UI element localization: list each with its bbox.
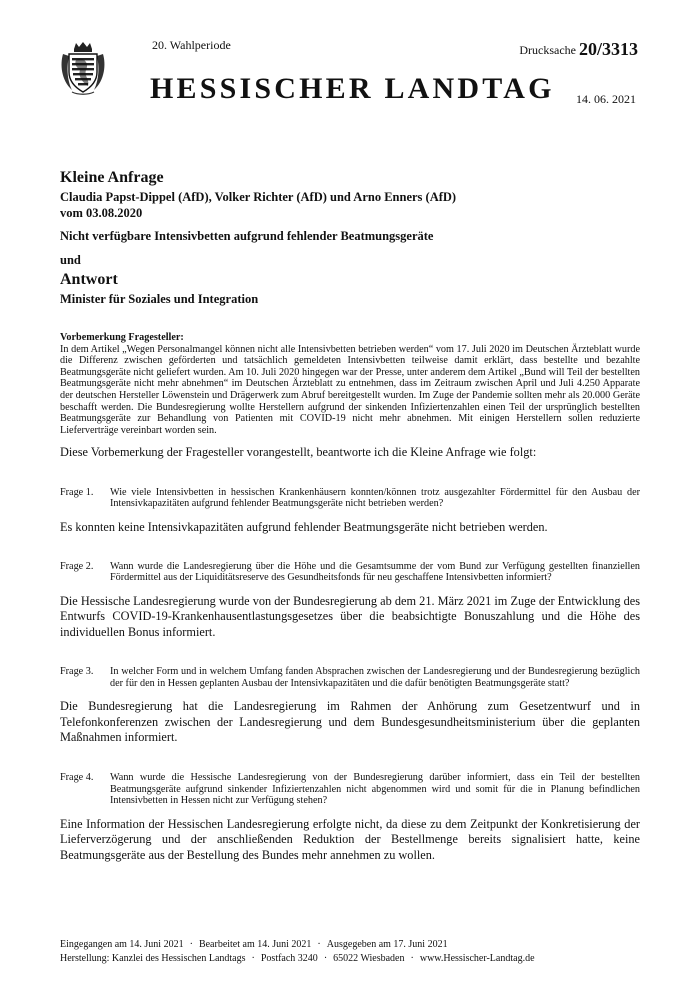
footer-dates <box>60 938 535 952</box>
vorbemerkung-text: In dem Artikel „Wegen Personalmangel können nicht alle Intensivbetten betrieben werden“ vom 17. Juli 2020 im Deutschen Ärzteblatt wurde die Differenz zwischen geförderten und tatsächlich gemeldeten Intensivbetten teilweise damit erklärt, dass bestellte und bezahlte Beatmungsgeräte nicht geliefert wurden. Am 10. Juli 2020 hingegen war der Presse, unter anderem dem Artikel „Bund will Teil der bestellten Beatmungsgeräte nicht mehr abnehmen“ im Deutschen Ärzteblatt zu entnehmen, dass im Zeitraum zwischen April und Juli 4.250 Apparate der deutschen Hersteller Löwenstein und Drägerwerk zum Abruf bereitgestellt wurden. Im Zuge der Pandemie sollten mehr als 20.000 Geräte beschafft werden. Die Bundesregierung wollte Herstellern aufgrund der sinkenden Infiziertenzahlen einen Teil der ursprünglich bestellten Beatmungsgeräte zur Behandlung von Patienten mit COVID-19 nicht mehr abnehmen. Mit einigen Herstellern sollen reduzierte Lieferverträge vereinbart worden sein. <box>60 343 640 436</box>
question-label: Frage 3. <box>60 666 94 678</box>
answer-1: Es konnten keine Intensivkapazitäten aufgrund fehlender Beatmungsgeräte nicht betrieben werden. <box>60 520 548 535</box>
drucksache <box>519 38 638 59</box>
anfrage-type: Kleine Anfrage <box>60 169 164 186</box>
subject: Nicht verfügbare Intensivbetten aufgrund fehlender Beatmungsgeräte <box>60 229 434 243</box>
footer <box>60 938 535 966</box>
footer-separator: · <box>323 953 328 964</box>
intro-text: Diese Vorbemerkung der Fragesteller vorangestellt, beantworte ich die Kleine Anfrage wie folgt: <box>60 445 537 460</box>
antwort-label: Antwort <box>60 271 118 288</box>
question-label: Frage 2. <box>60 560 94 572</box>
question-1 <box>60 487 640 510</box>
heading-block <box>60 168 650 308</box>
footer-separator: · <box>251 953 255 964</box>
question-4 <box>60 772 640 807</box>
footer-imprint <box>60 952 535 966</box>
footer-separator: · <box>410 953 414 964</box>
landtag-title: HESSISCHER LANDTAG <box>150 72 555 105</box>
question-text: Wann wurde die Landesregierung über die Höhe und die Gesamtsumme der vom Bund zur Verfügung gestellten finanziellen Fördermittel aus der Liquiditätsreserve des Gesundheitsfonds für neu geschaffene Intensivbetten informiert? <box>110 560 640 584</box>
wahlperiode: 20. Wahlperiode <box>152 38 231 52</box>
question-label: Frage 4. <box>60 771 94 783</box>
answer-4: Eine Information der Hessischen Landesregierung erfolgte nicht, da diese zu dem Zeitpunkt der Konkretisierung der Lieferverzögerung und der anschließenden Reduktion der Bestellmenge bereits signalisiert hatte, keine Beatmungsgeräte aus der Bestellung des Bundes mehr annehmen zu wollen. <box>60 816 640 862</box>
hessen-crest-logo <box>60 40 106 96</box>
question-text: Wie viele Intensivbetten in hessischen Krankenhäusern konnten/können trotz ausgezahlter Fördermittel für den Ausbau der Intensivkapazitäten aufgrund fehlender Beatmungsgeräte nicht betrieben werden? <box>110 486 640 510</box>
footer-postfach: Postfach 3240 <box>260 953 318 964</box>
question-text: In welcher Form und in welchem Umfang fanden Absprachen zwischen der Landesregierung und der Bundesregierung bezüglich der für den in Hessen geplanten Ausbau der Intensivkapazitäten und die dafür benötigten Beatmungsgeräte statt? <box>110 666 640 689</box>
question-3 <box>60 666 640 689</box>
footer-website-link[interactable]: www.Hessischer-Landtag.de <box>419 953 535 964</box>
footer-ausgegeben: Ausgegeben am 17. Juni 2021 <box>326 939 448 950</box>
minister: Minister für Soziales und Integration <box>60 292 259 306</box>
footer-eingegangen: Eingegangen am 14. Juni 2021 <box>60 939 184 950</box>
drucksache-number: 20/3313 <box>578 39 638 59</box>
und-label: und <box>60 252 81 267</box>
anfrage-date: vom 03.08.2020 <box>60 205 143 220</box>
answer-2: Die Hessische Landesregierung wurde von der Bundesregierung ab dem 21. März 2021 im Zuge der Entwicklung des Entwurfs COVID-19-Krankenhausentlastungsgesetzes über die beabsichtigte Bonuszahlung und die Höhe des individuellen Bonus informiert. <box>60 593 640 639</box>
question-label: Frage 1. <box>60 486 94 498</box>
question-2 <box>60 561 640 584</box>
footer-separator: · <box>189 939 193 950</box>
drucksache-label: Drucksache <box>519 43 576 57</box>
authors: Claudia Papst-Dippel (AfD), Volker Richter (AfD) und Arno Enners (AfD) <box>60 190 457 204</box>
footer-separator: · <box>317 939 321 950</box>
footer-herstellung: Herstellung: Kanzlei des Hessischen Landtags <box>60 953 246 964</box>
footer-bearbeitet: Bearbeitet am 14. Juni 2021 <box>198 939 312 950</box>
footer-ort: 65022 Wiesbaden <box>333 953 405 964</box>
vorbemerkung-title: Vorbemerkung Fragesteller: <box>60 332 184 343</box>
answer-3: Die Bundesregierung hat die Landesregierung im Rahmen der Anhörung zum Gesetzentwurf und in Telefonkonferenzen zwischen der Landesregierung und dem Bundesgesundheitsministerium über die geplanten Maßnahmen informiert. <box>60 699 640 745</box>
document-date: 14. 06. 2021 <box>576 92 636 106</box>
question-text: Wann wurde die Hessische Landesregierung von der Bundesregierung darüber informiert, dass ein Teil der bestellten Beatmungsgeräte aufgrund sinkender Infiziertenzahlen nicht abgenommen wird und somit für die in Planung befindlichen Intensivbetten in Hessen nicht zur Verfügung stehen? <box>110 771 640 807</box>
main-content <box>60 332 640 863</box>
